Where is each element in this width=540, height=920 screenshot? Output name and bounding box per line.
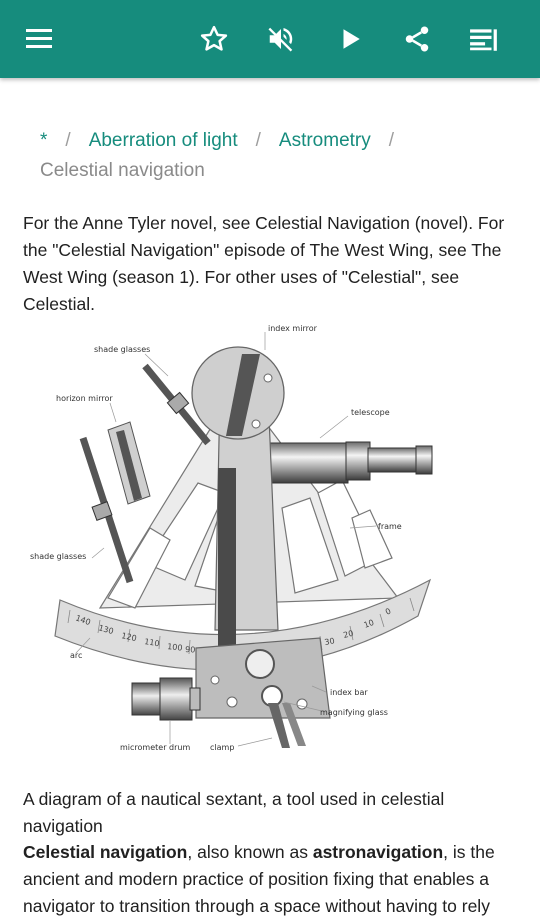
article-paragraph	[23, 839, 528, 920]
breadcrumb-link-astrometry[interactable]: Astrometry	[278, 130, 371, 151]
scale-number: 90	[184, 645, 196, 655]
playlist-icon	[469, 27, 499, 51]
menu-icon	[26, 28, 54, 50]
body-text-part: , also known as	[187, 842, 313, 862]
telescope	[268, 442, 432, 483]
label-arc: arc	[70, 651, 83, 660]
scale-number: 120	[120, 631, 138, 644]
sextant-illustration	[20, 318, 520, 768]
term-bold: Celestial navigation	[23, 842, 188, 862]
label-micrometer-drum: micrometer drum	[120, 743, 191, 752]
label-telescope: telescope	[351, 408, 390, 417]
body-text-part: , is the ancient and modern practice of position fixing that enables a navigator to transition through a space without having to rely	[23, 842, 495, 916]
label-index-bar: index bar	[330, 688, 368, 697]
breadcrumb-link-aberration[interactable]: Aberration of light	[88, 130, 238, 151]
label-frame: frame	[378, 522, 402, 531]
favorite-button[interactable]	[194, 19, 234, 59]
breadcrumb-separator: /	[388, 130, 395, 151]
term-bold: astronavigation	[312, 842, 444, 862]
scale-number: 110	[143, 637, 161, 649]
sextant-diagram[interactable]	[20, 318, 520, 768]
label-horizon-mirror: horizon mirror	[56, 394, 113, 403]
scale-number: 30	[323, 636, 336, 647]
app-toolbar	[0, 0, 540, 78]
scale-number: 140	[74, 613, 92, 628]
label-magnifying-glass: magnifying glass	[320, 708, 388, 717]
hatnote: For the Anne Tyler novel, see Celestial Navigation (novel). For the "Celestial Navigation" episode of The West Wing, see The West Wing (season 1). For other uses of "Celestial", see Celestial.	[23, 213, 505, 314]
figure-caption: A diagram of a nautical sextant, a tool used in celestial navigation	[23, 789, 445, 836]
label-index-mirror: index mirror	[268, 324, 317, 333]
horizon-mirror	[108, 422, 150, 504]
label-clamp: clamp	[210, 743, 235, 752]
play-icon	[337, 26, 363, 52]
breadcrumb-home-link[interactable]: *	[40, 130, 48, 151]
play-button[interactable]	[330, 19, 370, 59]
scale-number: 10	[362, 617, 376, 630]
playlist-button[interactable]	[464, 19, 504, 59]
share-icon	[402, 24, 432, 54]
label-shade-glasses: shade glasses	[30, 552, 87, 561]
scale-number: 100	[166, 642, 183, 653]
volume-off-icon	[266, 24, 296, 54]
scale-number: 0	[383, 606, 393, 617]
star-icon	[199, 24, 229, 54]
share-button[interactable]	[397, 19, 437, 59]
scale-number: 20	[342, 628, 355, 640]
scale-number: 130	[97, 623, 115, 637]
breadcrumb-current: Celestial navigation	[40, 160, 205, 181]
breadcrumb-separator: /	[65, 130, 71, 151]
breadcrumb-separator: /	[255, 130, 261, 151]
menu-button[interactable]	[20, 19, 60, 59]
label-shade-glasses: shade glasses	[94, 345, 151, 354]
breadcrumb	[40, 126, 520, 186]
micrometer-drum	[132, 678, 200, 720]
mute-button[interactable]	[261, 19, 301, 59]
